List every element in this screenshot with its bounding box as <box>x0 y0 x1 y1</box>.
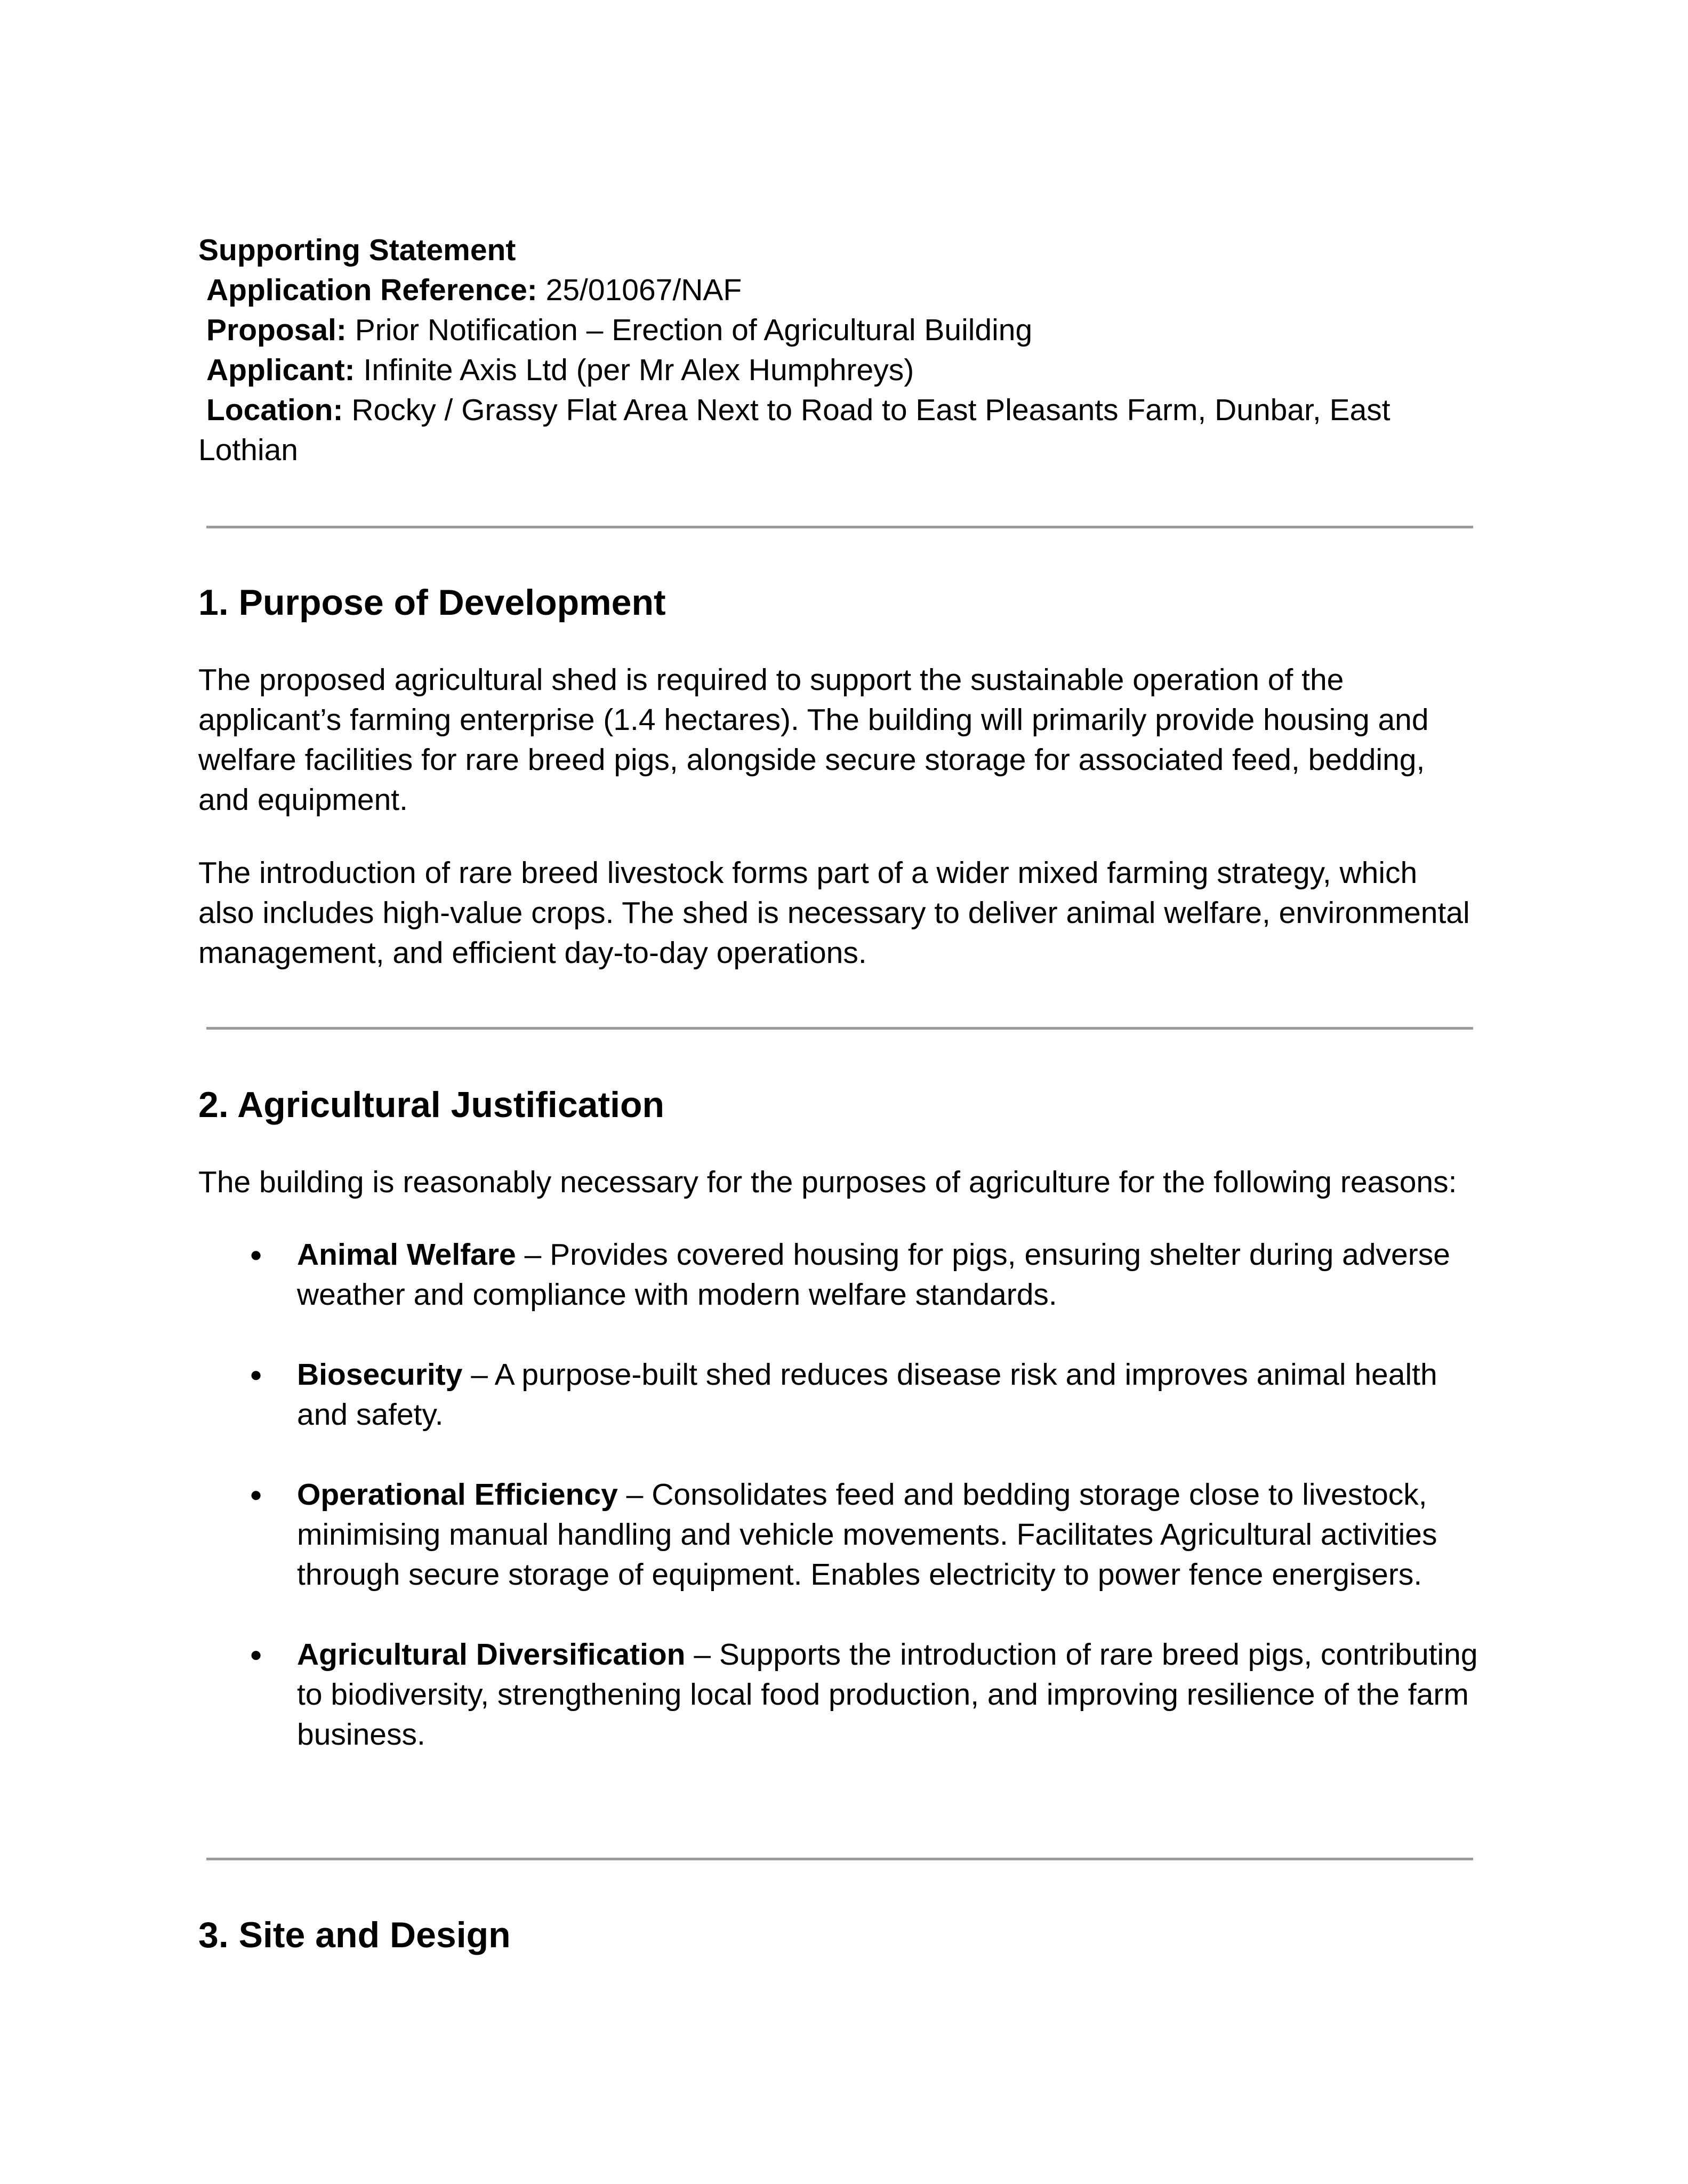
list-item-term: Biosecurity <box>297 1358 463 1392</box>
applicant-line <box>206 350 914 390</box>
section-heading-agricultural-justification: 2. Agricultural Justification <box>198 1085 665 1125</box>
horizontal-divider <box>206 1858 1473 1860</box>
horizontal-divider <box>206 526 1473 528</box>
list-item-text: – Provides covered housing for pigs, ensuring shelter during adverse weather and compliance with modern welfare standards. <box>297 1238 1450 1312</box>
document-title: Supporting Statement <box>198 233 516 267</box>
list-item-term: Agricultural Diversification <box>297 1637 686 1672</box>
location-label: Location: <box>206 393 343 427</box>
applicant-value: Infinite Axis Ltd (per Mr Alex Humphreys) <box>363 353 914 387</box>
list-item <box>198 1635 1489 1755</box>
applicant-label: Applicant: <box>206 353 355 387</box>
list-item-text: – A purpose-built shed reduces disease risk and improves animal health and safety. <box>297 1358 1437 1432</box>
proposal-value: Prior Notification – Erection of Agricultural Building <box>355 313 1033 347</box>
list-item-text: – Supports the introduction of rare breed pigs, contributing to biodiversity, strengthening local food production, and improving resilience of the farm business. <box>297 1637 1478 1752</box>
list-item <box>198 1355 1489 1435</box>
list-item <box>198 1235 1489 1315</box>
location-line <box>198 390 1478 470</box>
bullet-icon: ● <box>250 1243 263 1266</box>
bullet-icon: ● <box>250 1643 263 1666</box>
bullet-icon: ● <box>250 1483 263 1506</box>
list-item-term: Operational Efficiency <box>297 1478 618 1512</box>
section-paragraph: The proposed agricultural shed is required to support the sustainable operation of the applicant’s farming enterprise (1.4 hectares). The building will primarily provide housing and welfare facilities for rare breed pigs, alongside secure storage for associated feed, bedding, and equipment. <box>198 663 1429 817</box>
application-reference-value: 25/01067/NAF <box>545 273 742 307</box>
proposal-line <box>206 310 1032 350</box>
justification-list <box>198 1235 1489 1795</box>
list-item-term: Animal Welfare <box>297 1238 516 1272</box>
section-intro: The building is reasonably necessary for the purposes of agriculture for the following reasons: <box>198 1165 1457 1199</box>
list-item <box>198 1475 1489 1595</box>
section-paragraph: The introduction of rare breed livestock forms part of a wider mixed farming strategy, which also includes high-value crops. The shed is necessary to deliver animal welfare, environmental management, and efficient day-to-day operations. <box>198 856 1470 970</box>
location-value: Rocky / Grassy Flat Area Next to Road to East Pleasants Farm, Dunbar, East Lothian <box>198 393 1390 467</box>
bullet-icon: ● <box>250 1363 263 1386</box>
application-reference-label: Application Reference: <box>206 273 537 307</box>
horizontal-divider <box>206 1027 1473 1030</box>
list-item-text: – Consolidates feed and bedding storage close to livestock, minimising manual handling and vehicle movements. Facilitates Agricultural activities through secure storage of equipment. Enables electricity to power fence energisers. <box>297 1478 1437 1592</box>
application-reference-line <box>206 270 742 310</box>
section-heading-purpose: 1. Purpose of Development <box>198 582 666 623</box>
section-heading-site-and-design: 3. Site and Design <box>198 1915 511 1955</box>
proposal-label: Proposal: <box>206 313 347 347</box>
